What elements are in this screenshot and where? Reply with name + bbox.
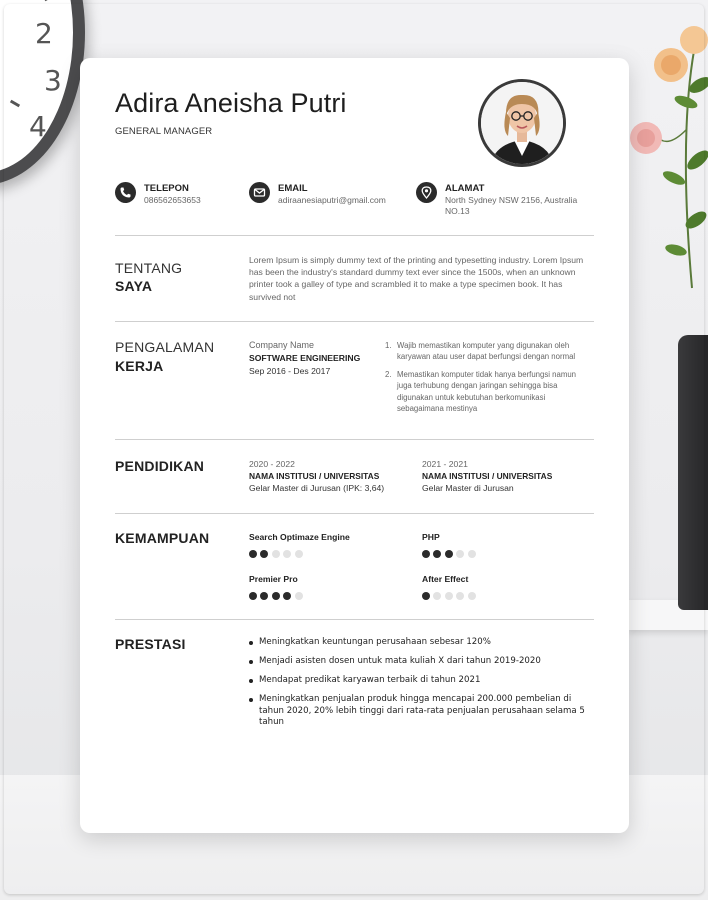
rating-dot-filled: [445, 550, 453, 558]
experience-duty: [385, 340, 591, 364]
clock-tick: [10, 100, 20, 108]
phone-icon: [115, 182, 136, 203]
duty-text: Wajib memastikan komputer yang digunakan oleh karyawan atau user dapat berfungsi dengan normal: [397, 341, 576, 362]
section-divider: [115, 321, 594, 322]
skill-rating: [249, 550, 414, 559]
resume-name: Adira Aneisha Putri: [115, 88, 347, 118]
rating-dot-filled: [272, 592, 280, 600]
rating-dot-empty: [295, 550, 303, 558]
clock-tick: [44, 0, 54, 1]
rating-dot-filled: [422, 592, 430, 600]
contact-label: ALAMAT: [445, 183, 485, 194]
rating-dot-empty: [433, 592, 441, 600]
education-institution: NAMA INSTITUSI / UNIVERSITAS: [422, 471, 553, 481]
skill-rating: [422, 550, 587, 559]
about-title-line2: SAYA: [115, 278, 153, 294]
experience-company: Company Name: [249, 340, 315, 350]
rating-dot-filled: [260, 592, 268, 600]
rating-dot-filled: [260, 550, 268, 558]
education-years: 2021 - 2021: [422, 459, 468, 469]
rating-dot-empty: [456, 592, 464, 600]
contact-label: TELEPON: [144, 183, 189, 194]
education-item: [249, 458, 414, 494]
profile-photo: [478, 79, 566, 167]
experience-position: SOFTWARE ENGINEERING: [249, 353, 361, 363]
about-text: Lorem Ipsum is simply dummy text of the printing and typesetting industry. Lorem Ipsum has been the industry's standard dummy text ever since the 1500s, when an unknown printer took a galley of type and scrambled it to make a type specimen book. It has survived not: [249, 255, 584, 302]
clock-number: 4: [29, 110, 47, 143]
section-divider: [115, 439, 594, 440]
bullet-icon: [249, 698, 253, 702]
rating-dot-filled: [422, 550, 430, 558]
contact-value: 086562653653: [144, 195, 201, 205]
education-title: PENDIDIKAN: [115, 458, 205, 474]
skill-item: [422, 574, 587, 601]
bullet-icon: [249, 679, 253, 683]
achievements-title: PRESTASI: [115, 636, 186, 652]
achievement-item: [249, 694, 594, 732]
experience-title-line2: KERJA: [115, 358, 164, 374]
contact-value[interactable]: adiraanesiaputri@gmail.com: [278, 195, 386, 205]
section-divider: [115, 513, 594, 514]
duty-number: 2.: [385, 370, 392, 379]
rating-dot-filled: [249, 592, 257, 600]
rating-dot-filled: [283, 592, 291, 600]
rating-dot-empty: [468, 592, 476, 600]
rating-dot-empty: [272, 550, 280, 558]
skill-rating: [422, 592, 587, 601]
education-item: [422, 458, 587, 494]
rating-dot-empty: [283, 550, 291, 558]
skill-item: [249, 532, 414, 559]
rating-dot-empty: [295, 592, 303, 600]
contact-label: EMAIL: [278, 183, 308, 194]
achievement-item: [249, 656, 594, 670]
duty-number: 1.: [385, 341, 392, 350]
achievement-text: Meningkatkan keuntungan perusahaan sebesar 120%: [259, 637, 491, 647]
clock-number: 3: [44, 64, 62, 97]
achievement-item: [249, 637, 594, 651]
experience-dates: Sep 2016 - Des 2017: [249, 366, 331, 376]
achievement-text: Mendapat predikat karyawan terbaik di tahun 2021: [259, 675, 481, 685]
flower-plant: [626, 10, 708, 290]
clock-number: 2: [35, 17, 53, 50]
skill-rating: [249, 592, 414, 601]
resume-card: [80, 58, 629, 833]
bullet-icon: [249, 641, 253, 645]
contact-value: North Sydney NSW 2156, Australia NO.13: [445, 195, 578, 216]
location-icon: [416, 182, 437, 203]
black-vase: [678, 335, 708, 610]
rating-dot-empty: [456, 550, 464, 558]
education-degree: Gelar Master di Jurusan: [422, 483, 514, 493]
section-divider: [115, 619, 594, 620]
rating-dot-empty: [445, 592, 453, 600]
duty-text: Memastikan komputer tidak hanya berfungsi namun juga terhubung dengan jaringan sehingga bisa digunakan untuk kebutuhan berkomunikasi sebagaimana mestinya: [397, 370, 576, 413]
education-degree: Gelar Master di Jurusan (IPK: 3,64): [249, 483, 385, 493]
skill-name: Premier Pro: [249, 574, 298, 584]
skill-item: [422, 532, 587, 559]
skill-name: PHP: [422, 532, 440, 542]
skill-name: After Effect: [422, 574, 469, 584]
rating-dot-empty: [468, 550, 476, 558]
profile-photo-illustration: [481, 82, 563, 164]
bullet-icon: [249, 660, 253, 664]
rating-dot-filled: [249, 550, 257, 558]
rating-dot-filled: [433, 550, 441, 558]
skills-title: KEMAMPUAN: [115, 530, 210, 546]
skill-name: Search Optimaze Engine: [249, 532, 350, 542]
achievement-text: Menjadi asisten dosen untuk mata kuliah X dari tahun 2019-2020: [259, 656, 541, 666]
resume-role: GENERAL MANAGER: [115, 126, 213, 137]
skill-item: [249, 574, 414, 601]
education-institution: NAMA INSTITUSI / UNIVERSITAS: [249, 471, 380, 481]
email-icon: [249, 182, 270, 203]
achievement-item: [249, 675, 594, 689]
section-divider: [115, 235, 594, 236]
experience-title-line1: PENGALAMAN: [115, 339, 215, 355]
education-years: 2020 - 2022: [249, 459, 295, 469]
achievement-text: Meningkatkan penjualan produk hingga mencapai 200.000 pembelian di tahun 2020, 20% lebih tinggi dari rata-rata penjualan perusahaan selama 5 tahun: [259, 694, 585, 728]
experience-duty: [385, 369, 591, 417]
about-title-line1: TENTANG: [115, 260, 183, 276]
